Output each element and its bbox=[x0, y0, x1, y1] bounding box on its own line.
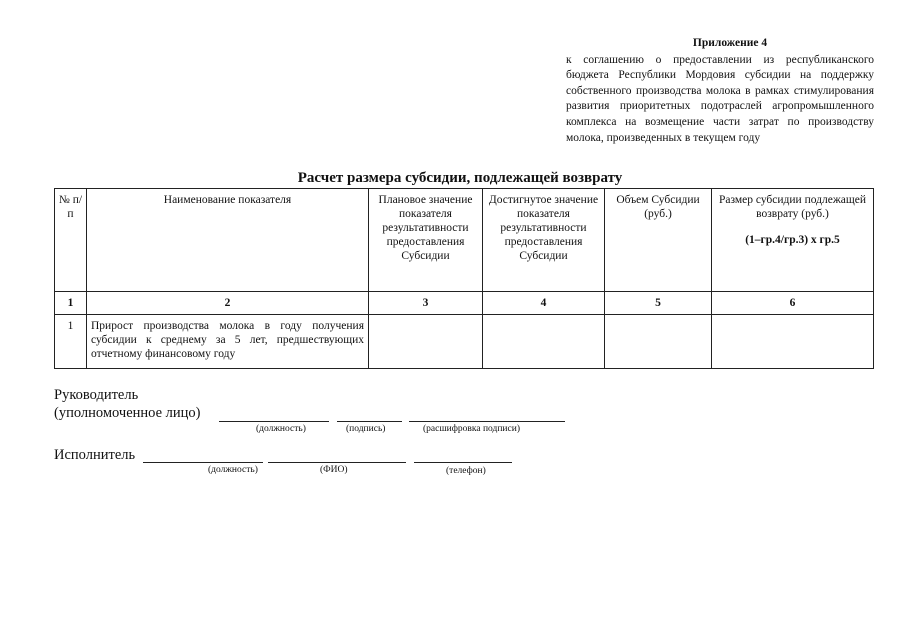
row-volume-value bbox=[605, 315, 712, 369]
header-num: № п/п bbox=[55, 189, 87, 292]
head-label-sub: (уполномоченное лицо) bbox=[54, 405, 201, 421]
signature-caption: (подпись) bbox=[346, 424, 386, 434]
table-header-row bbox=[55, 189, 874, 292]
column-number: 3 bbox=[369, 292, 483, 315]
appendix-title: Приложение 4 bbox=[692, 37, 768, 49]
head-label: Руководитель bbox=[54, 387, 139, 403]
executor-name-caption: (ФИО) bbox=[320, 465, 348, 475]
row-plan-value bbox=[369, 315, 483, 369]
position-caption: (должность) bbox=[256, 424, 306, 434]
row-refund-value bbox=[712, 315, 874, 369]
position-line bbox=[219, 421, 329, 422]
appendix-block bbox=[566, 36, 874, 146]
header-name: Наименование показателя bbox=[87, 189, 369, 292]
header-refund bbox=[712, 189, 874, 292]
header-refund-formula: (1–гр.4/гр.3) х гр.5 bbox=[745, 234, 840, 246]
executor-phone-line bbox=[414, 462, 512, 463]
column-number: 5 bbox=[605, 292, 712, 315]
header-plan: Плановое значение показателя результативности предоставления Субсидии bbox=[369, 189, 483, 292]
row-achieved-value bbox=[483, 315, 605, 369]
signature-decode-caption: (расшифровка подписи) bbox=[423, 424, 520, 434]
header-refund-label: Размер субсидии подлежащей возврату (руб.) bbox=[718, 194, 866, 220]
appendix-text: к соглашению о предоставлении из республиканского бюджета Республики Мордовия субсидии на поддержку собственного производства молока в рамках стимулирования развития приоритетных подотраслей агропромышленного комплекса на возмещение части затрат по производству молока, произведенных в текущем году bbox=[566, 53, 874, 144]
executor-position-line bbox=[143, 462, 263, 463]
header-achieved: Достигнутое значение показателя результативности предоставления Субсидии bbox=[483, 189, 605, 292]
table-row bbox=[55, 315, 874, 369]
executor-phone-caption: (телефон) bbox=[446, 466, 486, 476]
signature-line bbox=[337, 421, 402, 422]
column-number: 1 bbox=[55, 292, 87, 315]
column-number: 6 bbox=[712, 292, 874, 315]
column-number: 2 bbox=[87, 292, 369, 315]
document-title: Расчет размера субсидии, подлежащей возврату bbox=[297, 170, 623, 186]
executor-label: Исполнитель bbox=[54, 447, 136, 463]
signature-decode-line bbox=[409, 421, 565, 422]
header-volume: Объем Субсидии (руб.) bbox=[605, 189, 712, 292]
subsidy-table bbox=[54, 188, 874, 369]
column-number: 4 bbox=[483, 292, 605, 315]
row-num: 1 bbox=[55, 315, 87, 369]
column-number-row bbox=[55, 292, 874, 315]
executor-name-line bbox=[268, 462, 406, 463]
row-indicator-name: Прирост производства молока в году получения субсидии к среднему за 5 лет, предшествующих отчетному финансовому году bbox=[87, 315, 369, 369]
executor-position-caption: (должность) bbox=[208, 465, 258, 475]
